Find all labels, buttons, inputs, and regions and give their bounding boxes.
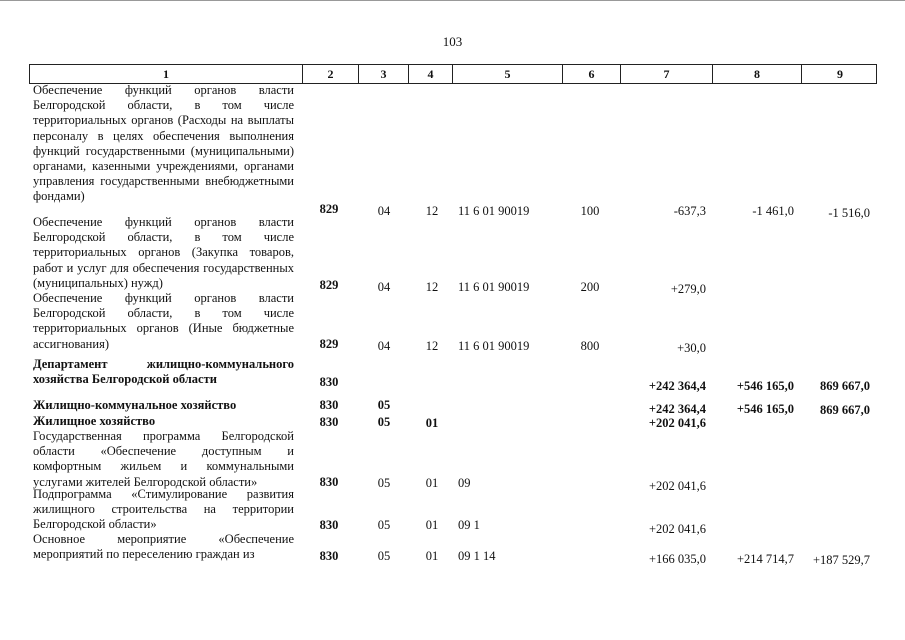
row-col-9: -1 516,0	[828, 206, 870, 220]
row-col-7: +202 041,6	[648, 479, 706, 493]
row-description: Департамент жилищно-коммунального хозяйства Белгородской области	[33, 357, 294, 387]
header-col-4: 4	[409, 65, 453, 83]
row-col-2: 830	[319, 549, 339, 563]
row-col-3: 04	[377, 280, 391, 294]
header-col-9: 9	[837, 67, 843, 81]
row-col-2: 830	[319, 518, 339, 532]
row-description: Основное мероприятие «Обеспечение мероприятий по переселению граждан из	[33, 532, 294, 562]
row-col-5: 09 1 14	[458, 549, 496, 563]
row-col-8: -1 461,0	[752, 204, 794, 218]
row-col-4: 01	[425, 518, 439, 532]
row-description: Подпрограмма «Стимулирование развития жилищного строительства на территории Белгородской области»	[33, 487, 294, 532]
row-col-2: 830	[319, 398, 339, 412]
row-col-2: 830	[319, 475, 339, 489]
row-description: Жилищно-коммунальное хозяйство	[33, 398, 237, 412]
row-col-8: +546 165,0	[736, 379, 794, 393]
row-col-2: 830	[319, 375, 339, 389]
header-col-3: 3	[359, 65, 409, 83]
row-col-6: 800	[580, 339, 600, 353]
row-col-2: 829	[319, 337, 339, 351]
header-col-5: 5	[453, 65, 563, 83]
row-col-4: 01	[425, 416, 439, 430]
page-number: 103	[442, 34, 463, 49]
row-col-2: 829	[319, 278, 339, 292]
row-col-5: 11 6 01 90019	[458, 280, 530, 294]
row-description: Обеспечение функций органов власти Белгородской области, в том числе территориальных органов (Иные бюджетные ассигнования)	[33, 291, 294, 351]
row-col-9: +187 529,7	[812, 553, 870, 567]
row-col-5: 09 1	[458, 518, 480, 532]
row-col-9: 869 667,0	[820, 379, 870, 393]
row-col-3: 05	[377, 476, 391, 490]
row-description: Жилищное хозяйство	[33, 414, 156, 428]
row-col-7: +202 041,6	[648, 416, 706, 430]
row-col-7: +202 041,6	[648, 522, 706, 536]
header-col-6: 6	[563, 65, 621, 83]
top-rule	[0, 0, 905, 1]
row-col-3: 05	[377, 518, 391, 532]
row-col-7: -637,3	[673, 204, 706, 218]
row-col-8: +546 165,0	[736, 402, 794, 416]
row-col-5: 11 6 01 90019	[458, 339, 530, 353]
row-col-4: 12	[425, 204, 439, 218]
header-col-7: 7	[621, 65, 713, 83]
header-col-8: 8	[713, 65, 802, 83]
row-col-3: 04	[377, 339, 391, 353]
row-col-4: 01	[425, 476, 439, 490]
row-col-7: +242 364,4	[648, 379, 706, 393]
row-col-2: 829	[319, 202, 339, 216]
row-col-6: 100	[580, 204, 600, 218]
row-col-7: +242 364,4	[648, 402, 706, 416]
row-col-3: 05	[377, 549, 391, 563]
row-description: Обеспечение функций органов власти Белгородской области, в том числе территориальных органов (Закупка товаров, работ и услуг для обеспечения государственных (муниципальных) нужд)	[33, 215, 294, 290]
row-col-7: +279,0	[670, 282, 706, 296]
row-col-3: 04	[377, 204, 391, 218]
row-col-4: 12	[425, 339, 439, 353]
row-col-7: +166 035,0	[648, 552, 706, 566]
row-description: Обеспечение функций органов власти Белгородской области, в том числе территориальных органов (Расходы на выплаты персоналу в целях обеспечения выполнения функций государственными (муниципальными) органами, казенными учреждениями, органами управления государственными внебюджетными фондами)	[33, 83, 294, 204]
row-col-4: 12	[425, 280, 439, 294]
row-col-7: +30,0	[677, 341, 706, 355]
row-col-3: 05	[377, 415, 391, 429]
row-col-2: 830	[319, 415, 339, 429]
row-col-3: 05	[377, 398, 391, 412]
row-col-6: 200	[580, 280, 600, 294]
row-col-8: +214 714,7	[736, 552, 794, 566]
row-col-5: 11 6 01 90019	[458, 204, 530, 218]
row-col-9: 869 667,0	[820, 403, 870, 417]
header-col-1: 1	[30, 65, 303, 83]
row-col-4: 01	[425, 549, 439, 563]
row-description: Государственная программа Белгородской области «Обеспечение доступным и комфортным жильем и коммунальными услугами жителей Белгородской области»	[33, 429, 294, 489]
table-header	[29, 64, 877, 84]
header-col-2: 2	[303, 65, 359, 83]
row-col-5: 09	[458, 476, 471, 490]
